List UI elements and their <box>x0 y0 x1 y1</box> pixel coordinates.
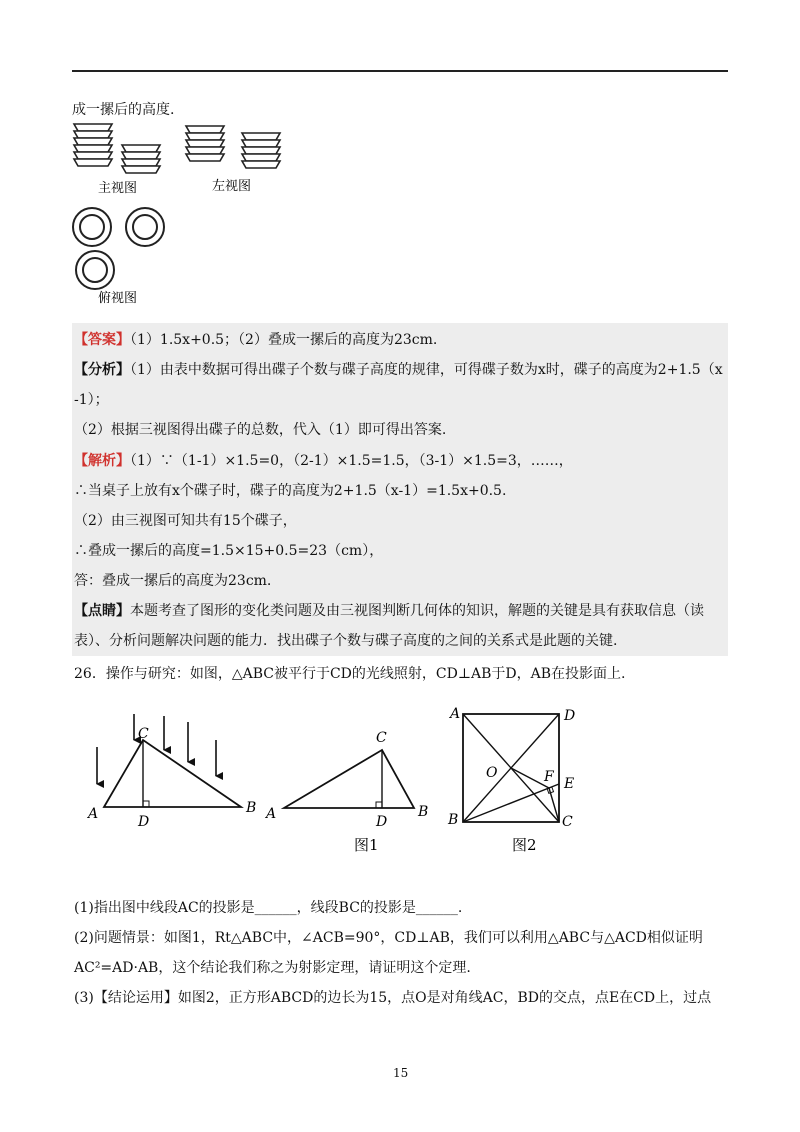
question-2-line-1: (2)问题情景：如图1，Rt△ABC中，∠ACB=90°，CD⊥AB，我们可以利用△ABC与△ACD相似证明 <box>74 930 703 946</box>
label-c: C <box>376 730 387 746</box>
analysis-tag: 【分析】 <box>74 362 130 378</box>
intro-line: 成一摞后的高度. <box>72 102 175 118</box>
right-angle-mark <box>143 801 149 807</box>
comment-tag: 【点睛】 <box>74 603 130 619</box>
solution-line-3: （2）由三视图可知共有15个碟子， <box>74 513 297 529</box>
triangle-abc <box>104 740 241 807</box>
light-ray-figure <box>86 712 266 832</box>
left-view-left-stack <box>186 126 224 161</box>
question-2-line-2: AC²=AD·AB，这个结论我们称之为射影定理，请证明这个定理. <box>74 960 471 976</box>
question-1: (1)指出图中线段AC的投影是______，线段BC的投影是______. <box>74 900 463 916</box>
triangle-abc <box>284 750 414 808</box>
plate-views-figure <box>70 120 300 310</box>
solution-line-2: ∴当桌子上放有x个碟子时，碟子的高度为2+1.5（x-1）=1.5x+0.5. <box>74 483 507 499</box>
page-number: 15 <box>393 1066 409 1080</box>
front-view-left-stack <box>74 124 112 166</box>
solution-text-1: （1）∵（1-1）×1.5=0，（2-1）×1.5=1.5，（3-1）×1.5=3，……， <box>130 453 573 469</box>
analysis-line-2: -1）； <box>74 392 109 408</box>
problem26-stem: 26．操作与研究：如图，△ABC被平行于CD的光线照射，CD⊥AB于D，AB在投影面上. <box>74 666 626 682</box>
solution-line-4: ∴叠成一摞后的高度=1.5×15+0.5=23（cm）， <box>74 543 384 559</box>
comment-text-1: 本题考查了图形的变化类问题及由三视图判断几何体的知识，解题的关键是具有获取信息（读 <box>130 603 704 619</box>
question-3: (3)【结论运用】如图2，正方形ABCD的边长为15，点O是对角线AC，BD的交点，点E在CD上，过点 <box>74 990 712 1006</box>
right-angle-mark <box>376 802 382 808</box>
solution-line-1 <box>74 451 573 471</box>
label-a-2: A <box>450 706 461 722</box>
label-e: E <box>564 776 575 792</box>
label-b: B <box>418 804 429 820</box>
top-view-label: 俯视图 <box>98 291 138 306</box>
analysis-line-3: （2）根据三视图得出碟子的总数，代入（1）即可得出答案. <box>74 422 447 438</box>
answer-text: （1）1.5x+0.5；（2）叠成一摞后的高度为23cm. <box>130 332 438 348</box>
figure-1 <box>262 724 442 859</box>
header-rule <box>72 70 728 72</box>
comment-line-1 <box>74 601 704 621</box>
figure-2-caption: 图2 <box>512 836 537 854</box>
answer-tag: 【答案】 <box>74 332 130 348</box>
label-d: D <box>376 814 388 830</box>
label-d-2: D <box>564 708 576 724</box>
front-view-label: 主视图 <box>98 181 138 196</box>
segment-be <box>463 784 559 822</box>
top-view-circles <box>73 208 164 289</box>
answer-line <box>74 330 437 350</box>
label-b-2: B <box>448 812 459 828</box>
label-d-ray: D <box>138 814 150 830</box>
figure-2 <box>440 700 590 860</box>
label-o: O <box>486 765 498 781</box>
label-c-2: C <box>562 814 573 830</box>
label-b-ray: B <box>246 800 257 816</box>
solution-line-5: 答：叠成一摞后的高度为23cm. <box>74 573 272 589</box>
label-f: F <box>544 769 554 785</box>
left-view-right-stack <box>242 133 280 168</box>
front-view-right-stack <box>122 145 160 173</box>
label-c-ray: C <box>138 726 149 742</box>
comment-line-2: 表）、分析问题解决问题的能力．找出碟子个数与碟子高度的之间的关系式是此题的关键. <box>74 633 618 649</box>
analysis-text-1: （1）由表中数据可得出碟子个数与碟子高度的规律，可得碟子数为x时，碟子的高度为2+1.5（x <box>130 362 723 378</box>
label-a: A <box>266 806 277 822</box>
left-view-label: 左视图 <box>212 179 252 194</box>
analysis-line-1 <box>74 360 723 380</box>
figure-1-caption: 图1 <box>354 836 379 854</box>
solution-tag: 【解析】 <box>74 453 130 469</box>
label-a-ray: A <box>88 806 99 822</box>
